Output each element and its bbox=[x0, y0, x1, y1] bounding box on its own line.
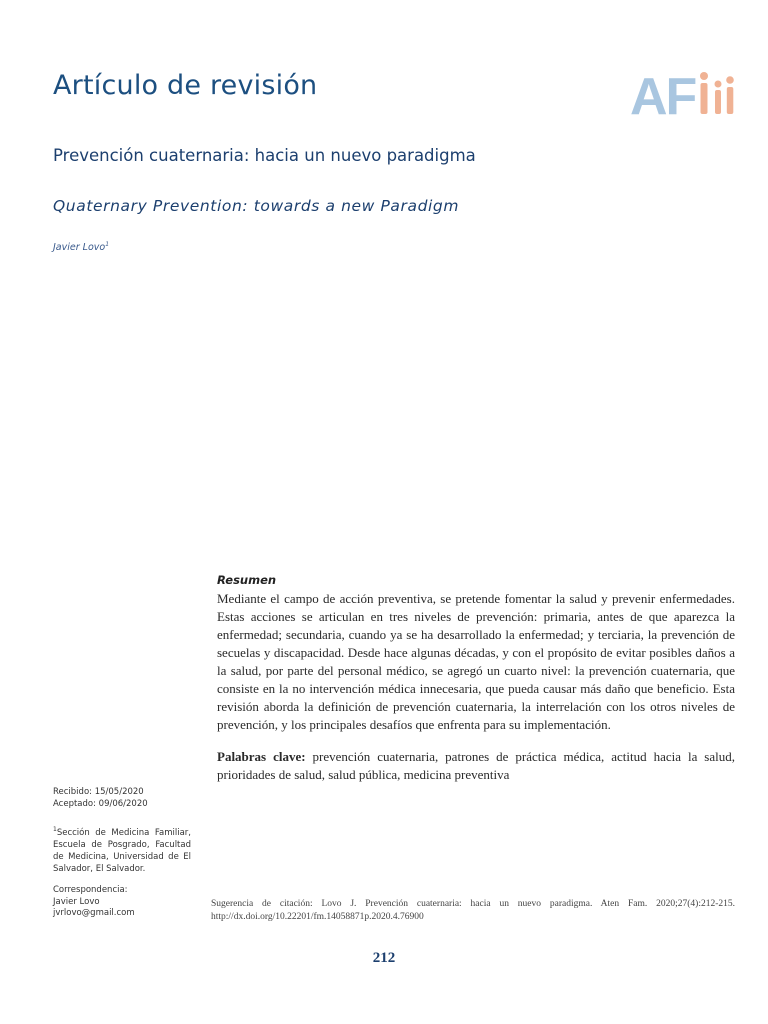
author-affiliation-mark: 1 bbox=[105, 241, 110, 248]
abstract-heading: Resumen bbox=[217, 573, 277, 587]
author bbox=[53, 241, 109, 253]
abstract bbox=[217, 572, 735, 784]
affiliation-text: Sección de Medicina Familiar, Escuela de Posgrado, Facultad de Medicina, Universidad de El Salvador, El Salvador. bbox=[53, 827, 191, 874]
logo-letters: AF bbox=[630, 68, 696, 118]
keywords-label: Palabras clave: bbox=[217, 749, 306, 764]
keywords bbox=[217, 748, 735, 784]
received-date: Recibido: 15/05/2020 bbox=[53, 787, 144, 797]
affiliation-mark: 1 bbox=[53, 826, 57, 833]
citation-suggestion: Sugerencia de citación: Lovo J. Prevención cuaternaria: hacia un nuevo paradigma. Aten Fam. 2020;27(4):212-215. http://dx.doi.org/10.22201/fm.14058871p.2020.4.76900 bbox=[211, 899, 735, 922]
section-label: Artículo de revisión bbox=[53, 70, 318, 101]
correspondence-email[interactable]: jvrlovo@gmail.com bbox=[53, 908, 135, 918]
affiliation bbox=[53, 824, 191, 875]
correspondence bbox=[53, 885, 203, 920]
author-name: Javier Lovo bbox=[53, 242, 106, 254]
correspondence-name: Javier Lovo bbox=[53, 896, 100, 907]
correspondence-label: Correspondencia: bbox=[53, 885, 128, 895]
article-title-spanish: Prevención cuaternaria: hacia un nuevo paradigma bbox=[53, 146, 476, 165]
submission-dates bbox=[53, 786, 203, 810]
afmf-logo bbox=[630, 66, 738, 118]
logo-figures-icon bbox=[700, 72, 734, 114]
page-number: 212 bbox=[372, 950, 396, 966]
article-title-english: Quaternary Prevention: towards a new Paradigm bbox=[53, 197, 460, 215]
abstract-body: Mediante el campo de acción preventiva, se pretende fomentar la salud y prevenir enfermedades. Estas acciones se articulan en tres niveles de prevención: primaria, antes de que aparezca la enfermedad; secundaria, cuando ya se ha desarrollado la enfermedad; y terciaria, la prevención de secuelas y discapacidad. Desde hace algunas décadas, y con el propósito de evitar posibles daños a la salud, por parte del personal médico, se agregó un cuarto nivel: la prevención cuaternaria, que consiste en la no intervención médica innecesaria, que pueda causar más daño que beneficio. Esta revisión aborda la definición de prevención cuaternaria, la interrelación con los otros niveles de prevención, y los principales desafíos que enfrenta para su implementación. bbox=[217, 591, 735, 732]
accepted-date: Aceptado: 09/06/2020 bbox=[53, 799, 148, 809]
keywords-list: prevención cuaternaria, patrones de práctica médica, actitud hacia la salud, prioridades de salud, salud pública, medicina preventiva bbox=[217, 749, 736, 782]
